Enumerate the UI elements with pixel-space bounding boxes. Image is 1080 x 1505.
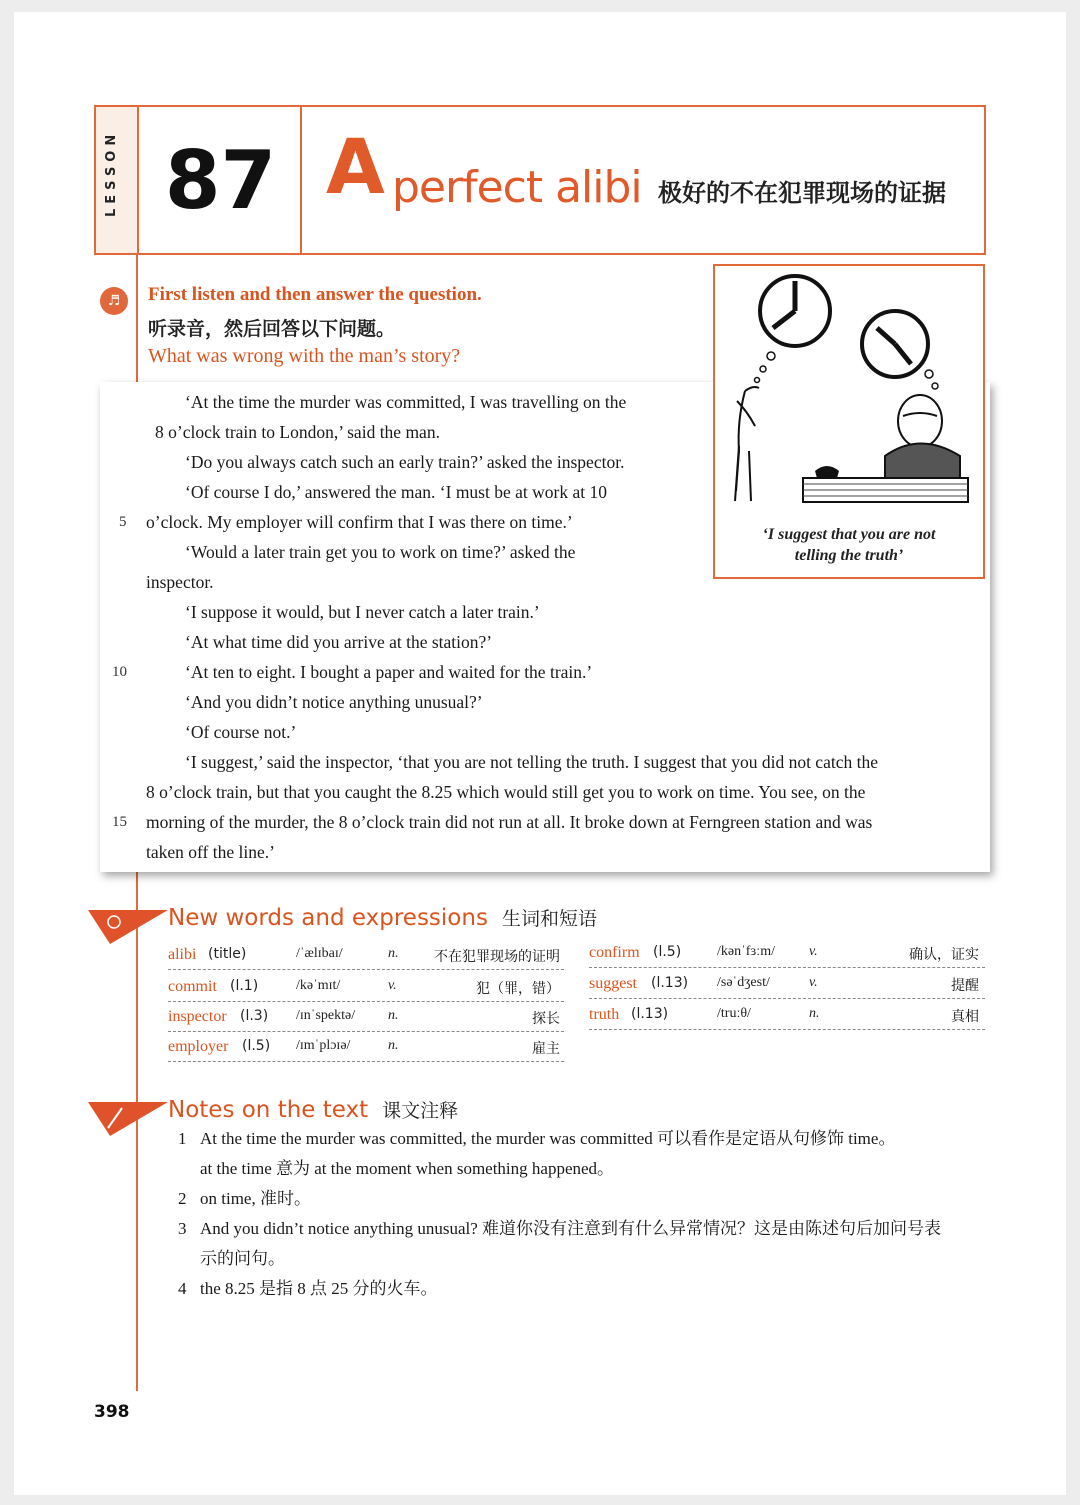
line-number: 5 [119,514,127,530]
note-text: And you didn’t notice anything unusual? 难道你没有注意到有什么异常情况？这是由陈述句后加问号表 [200,1219,942,1238]
story-line: ‘Would a later train get you to work on time?’ asked the [185,542,576,562]
story-line: ‘At what time did you arrive at the station?’ [185,632,493,652]
story-line: 8 o’clock train to London,’ said the man. [155,422,440,442]
story-line: morning of the murder, the 8 o’clock train did not run at all. It broke down at Ferngreen station and was [146,812,873,832]
vocab-heading: New words and expressions 生词和短语 [168,905,597,931]
vocab-row: employer (l.5) /ɪmˈplɔɪə/ n. 雇主 [168,1032,564,1062]
story-line: ‘At ten to eight. I bought a paper and waited for the train.’ [185,662,593,682]
title-text: perfect alibi [392,162,642,213]
note-text: on time, 准时。 [200,1189,311,1208]
note-number: 2 [178,1189,187,1208]
note-text: at the time 意为 at the moment when something happened。 [200,1159,615,1178]
speaker-icon[interactable]: ♬ [100,287,128,315]
note-text: 示的问句。 [200,1249,285,1268]
story-line: 8 o’clock train, but that you caught the 8.25 which would still get you to work on time. You see, on the [146,782,866,802]
vocab-row: inspector (l.3) /ɪnˈspektə/ n. 探长 [168,1002,564,1032]
vocab-row: alibi (title) /ˈælɪbaɪ/ n. 不在犯罪现场的证明 [168,940,564,970]
lesson-number: 87 [137,105,302,255]
note-text: At the time the murder was committed, the murder was committed 可以看作是定语从句修饰 time。 [200,1129,896,1148]
illustration-caption: ‘I suggest that you are not telling the truth’ [762,526,936,564]
story-line: ‘And you didn’t notice anything unusual?’ [185,692,483,712]
vocab-row: confirm (l.5) /kənˈfɜːm/ v. 确认，证实 [589,938,985,968]
title-initial: A [326,122,385,211]
story-line: ‘I suggest,’ said the inspector, ‘that you are not telling the truth. I suggest that you did not catch the [185,752,878,772]
comprehension-question: What was wrong with the man’s story? [148,345,461,367]
note-number: 1 [178,1129,187,1148]
instruction-english: First listen and then answer the question. [148,284,482,305]
note-number: 4 [178,1279,187,1298]
note-number: 3 [178,1219,187,1238]
lesson-label: LESSON [104,129,119,217]
lesson-title-box [300,105,986,255]
instruction-chinese: 听录音，然后回答以下问题。 [148,319,396,340]
story-line: ‘I suppose it would, but I never catch a later train.’ [185,602,540,622]
line-number: 10 [112,664,127,680]
story-line: ‘Do you always catch such an early train?’ asked the inspector. [185,452,625,472]
story-line: taken off the line.’ [146,842,275,862]
cartoon-illustration [713,264,985,579]
note-text: the 8.25 是指 8 点 25 分的火车。 [200,1279,438,1298]
vocab-row: truth (l.13) /truːθ/ n. 真相 [589,1000,985,1030]
story-line: ‘Of course not.’ [185,722,297,742]
lesson-label-box [94,105,139,255]
line-number: 15 [112,814,127,830]
vocab-row: commit (l.1) /kəˈmɪt/ v. 犯（罪，错） [168,972,564,1002]
page-number: 398 [94,1402,130,1422]
story-line: ‘At the time the murder was committed, I was travelling on the [185,392,627,412]
story-line: o’clock. My employer will confirm that I was there on time.’ [146,512,573,532]
story-line: inspector. [146,572,214,592]
title-chinese: 极好的不在犯罪现场的证据 [658,179,946,207]
notes-heading: Notes on the text 课文注释 [168,1097,459,1123]
textbook-page [14,12,1066,1495]
story-line: ‘Of course I do,’ answered the man. ‘I must be at work at 10 [185,482,607,502]
pen-icon [88,1096,168,1136]
cartoon-drawing [715,266,983,516]
lightbulb-icon [88,904,168,944]
vocab-row: suggest (l.13) /səˈdʒest/ v. 提醒 [589,969,985,999]
